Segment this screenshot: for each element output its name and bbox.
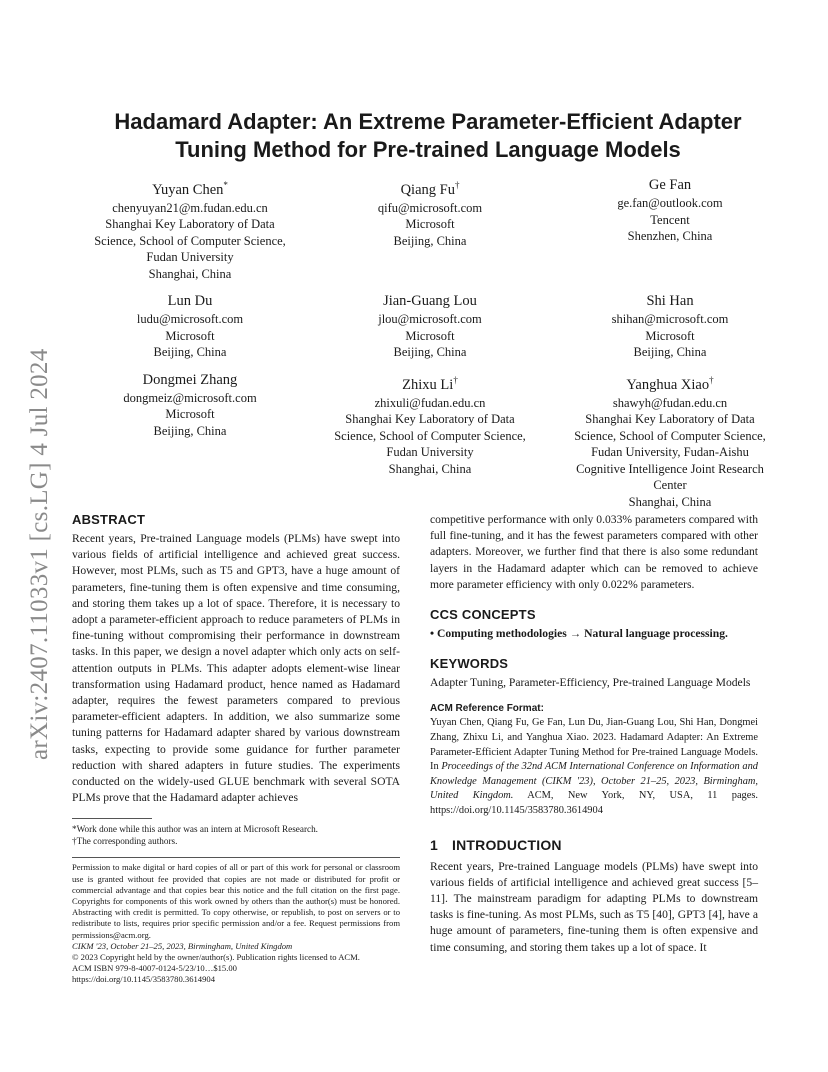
keywords-heading: KEYWORDS [430, 656, 509, 672]
author-affil: Microsoft [165, 407, 215, 422]
author-location: Shanghai, China [628, 494, 712, 509]
acm-ref-proceedings: Proceedings of the 32nd ACM International Conference on Information and Knowledge Management (CIKM '23), October 21–25, 2023, Birmingham, United Kingdom. [430, 761, 758, 802]
author-affil: Tencent [650, 212, 690, 227]
author-email[interactable]: ge.fan@outlook.com [617, 196, 723, 210]
author-affil: Center [653, 478, 687, 493]
author [320, 292, 540, 361]
author-affil: Science, School of Computer Science, [94, 233, 286, 248]
author-email[interactable]: ludu@microsoft.com [136, 312, 244, 327]
author-block [80, 176, 780, 520]
doi-link[interactable]: https://doi.org/10.1145/3583780.3614904 [72, 974, 215, 985]
author-mark: * [223, 180, 228, 190]
acm-ref-part-b: ACM, New York, NY, USA, 11 pages. https://doi.org/10.1145/3583780.3614904 [430, 790, 758, 816]
author-name: Dongmei Zhang [142, 371, 238, 388]
author-affil: Science, School of Computer Science, [334, 428, 526, 443]
author-mark: † [453, 374, 458, 385]
keywords-text: Adapter Tuning, Parameter-Efficiency, Pre-trained Language Models [430, 676, 751, 690]
conference-venue: CIKM '23, October 21–25, 2023, Birmingham, United Kingdom [72, 940, 293, 951]
acm-reference [430, 703, 758, 818]
author-name: Yanghua Xiao [626, 376, 710, 393]
author-affil: Science, School of Computer Science, [574, 428, 766, 443]
author-affil: Microsoft [165, 328, 215, 343]
author-affil: Shanghai Key Laboratory of Data [345, 412, 515, 427]
intro-text: Recent years, Pre-trained Language models (PLMs) have swept into various fields of artificial intelligence and achieved great success [5–11]. The mainstream paradigm for adapting PLMs to downstream tasks is fine-tuning. As most PLMs, such as T5 [40], GPT3 [4], have a huge amount of parameters, fine-tuning them is often expensive and time consuming, and storing them takes up a lot of space. It [430, 859, 758, 954]
author [560, 371, 780, 510]
author [80, 371, 300, 510]
left-column [72, 512, 400, 986]
author-email[interactable]: shawyh@fudan.edu.cn [612, 395, 728, 410]
footnote-corresponding: †The corresponding authors. [72, 836, 178, 847]
author-affil: Shanghai Key Laboratory of Data [105, 217, 275, 232]
title-line-1: Hadamard Adapter: An Extreme Parameter-Efficient Adapter [114, 109, 742, 134]
acm-ref-text [430, 716, 758, 818]
author [80, 292, 300, 361]
paper-title [60, 108, 796, 164]
author-location: Beijing, China [633, 345, 707, 360]
author-mark: † [709, 374, 714, 385]
right-column [430, 512, 758, 956]
acm-ref-part-a: Yuyan Chen, Qiang Fu, Ge Fan, Lun Du, Jian-Guang Lou, Shi Han, Dongmei Zhang, Zhixu Li, and Yanghua Xiao. 2023. Hadamard Adapter: An Extreme Parameter-Efficient Adapter Tuning Method for Pre-trained Language Models. In [430, 717, 758, 773]
abstract-continued: competitive performance with only 0.033% parameters compared with full fine-tuning, and it has the fewest parameters compared with other adapters. Moreover, we further find that there is also some redundant layers in the Hadamard adapter which can be removed to achieve more parameter efficiency with only 0.022% parameters. [430, 513, 758, 591]
author-name: Jian-Guang Lou [383, 293, 477, 310]
author-affil: Cognitive Intelligence Joint Research [576, 461, 764, 476]
intro-title: INTRODUCTION [452, 836, 562, 853]
author-name: Ge Fan [648, 177, 692, 193]
author-name: Zhixu Li [402, 376, 454, 393]
ccs-text: • Computing methodologies → Natural language processing. [430, 627, 728, 641]
keywords-section [430, 656, 758, 691]
footnote-intern: *Work done while this author was an intern at Microsoft Research. [72, 824, 318, 835]
intro-heading [430, 837, 758, 853]
author-name: Lun Du [167, 293, 213, 310]
author-location: Beijing, China [153, 423, 227, 438]
intro-section [430, 837, 758, 956]
author-email[interactable]: zhixuli@fudan.edu.cn [374, 395, 486, 410]
permission-rule [72, 857, 400, 858]
author-email[interactable]: jlou@microsoft.com [378, 312, 482, 327]
abstract-text: Recent years, Pre-trained Language models (PLMs) have swept into various fields of artificial intelligence and achieved great success. However, most PLMs, such as T5 and GPT3, have a huge amount of parameters, fine-tuning them is often expensive and time consuming, and storing them takes up a lot of space. Therefore, it is necessary to adopt a parameter-efficient approach to reduce parameters of PLMs in fine-tuning without compromising their performance in downstream tasks. In this paper, we design a novel adapter which only acts on self-attention outputs in PLMs. This adapter adopts element-wise linear transformation using Hadamard product, hence named as Hadamard adapter, requires the fewest parameters compared to previous parameter-efficient adapters. In addition, we also summarize some tuning patterns for Hadamard adapter shared by various downstream tasks, expecting to provide some guidance for further parameter reduction with shared adapters in future studies. The experiments conducted on the widely-used GLUE benchmark with several SOTA PLMs prove that the Hadamard adapter achieves [72, 532, 400, 805]
author-location: Beijing, China [393, 233, 467, 248]
author-affil: Fudan University, Fudan-Aishu [591, 445, 749, 460]
author-affil: Microsoft [405, 328, 455, 343]
author-row [80, 176, 780, 282]
isbn-line: ACM ISBN 979-8-4007-0124-5/23/10…$15.00 [72, 963, 237, 974]
permission-text: Permission to make digital or hard copies of all or part of this work for personal or classroom use is granted without fee provided that copies are not made or distributed for profit or commercial advantage and that copies bear this notice and the full citation on the first page. Copyrights for components of this work owned by others than the author(s) must be honored. Abstracting with credit is permitted. To copy otherwise, or republish, to post on servers or to redistribute to lists, requires prior specific permission and/or a fee. Request permissions from permissions@acm.org. [72, 862, 400, 940]
author-row [80, 371, 780, 510]
author-email[interactable]: shihan@microsoft.com [611, 312, 729, 327]
arxiv-stamp: arXiv:2407.11033v1 [cs.LG] 4 Jul 2024 [26, 348, 53, 760]
footnote-rule [72, 818, 152, 819]
author [320, 176, 540, 282]
author-row [80, 292, 780, 361]
author-email[interactable]: qifu@microsoft.com [377, 200, 483, 215]
author-affil: Microsoft [405, 217, 455, 232]
author [560, 292, 780, 361]
author-location: Shanghai, China [388, 461, 472, 476]
author [80, 176, 300, 282]
ccs-section [430, 607, 758, 642]
abstract-heading: ABSTRACT [72, 512, 146, 527]
author-email[interactable]: dongmeiz@microsoft.com [123, 390, 257, 405]
intro-number: 1 [430, 836, 438, 853]
author [560, 176, 780, 282]
author-location: Shanghai, China [148, 266, 232, 281]
ccs-heading: CCS CONCEPTS [430, 607, 536, 623]
copyright-line: © 2023 Copyright held by the owner/author(s). Publication rights licensed to ACM. [72, 952, 360, 963]
author-location: Beijing, China [393, 345, 467, 360]
author [320, 371, 540, 510]
author-location: Beijing, China [153, 345, 227, 360]
author-name: Qiang Fu [400, 181, 455, 198]
author-affil: Fudan University [146, 250, 234, 265]
author-affil: Fudan University [386, 445, 474, 460]
author-affil: Microsoft [645, 328, 695, 343]
acm-ref-heading: ACM Reference Format: [430, 703, 544, 715]
title-line-2: Tuning Method for Pre-trained Language Models [175, 137, 681, 162]
author-name: Shi Han [646, 293, 694, 310]
author-email[interactable]: chenyuyan21@m.fudan.edu.cn [112, 200, 268, 215]
author-name: Yuyan Chen [152, 181, 224, 198]
author-location: Shenzhen, China [627, 229, 713, 243]
author-mark: † [454, 180, 460, 190]
author-affil: Shanghai Key Laboratory of Data [585, 412, 755, 427]
